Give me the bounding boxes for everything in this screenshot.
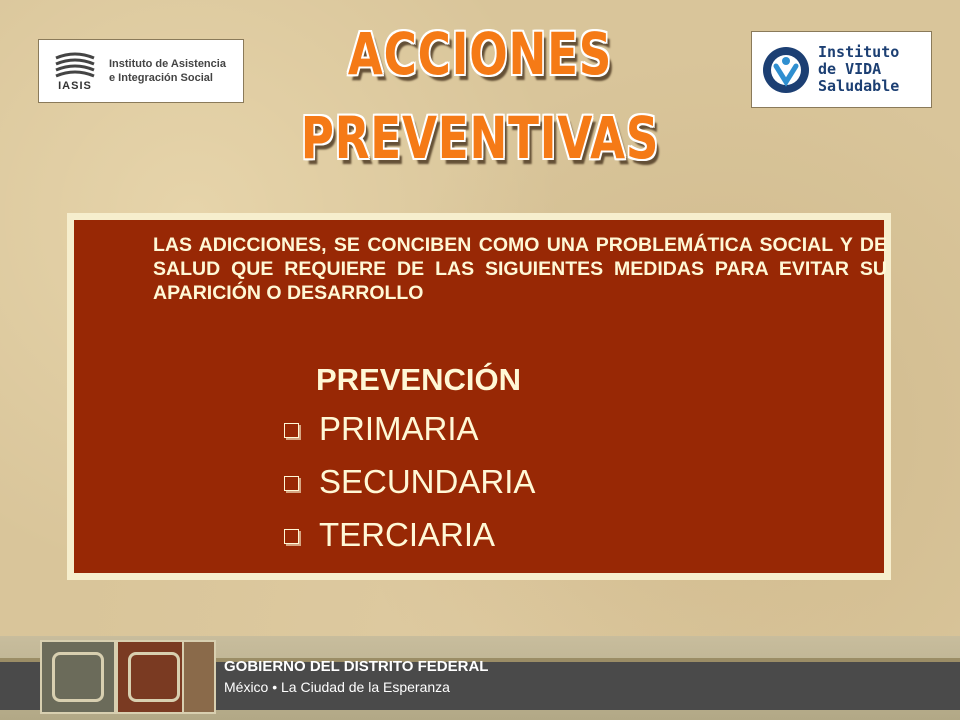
prevention-level-label: PRIMARIA <box>319 410 479 447</box>
iasis-name-line2: e Integración Social <box>109 72 213 84</box>
content-panel <box>74 220 887 573</box>
iasis-swirl-icon <box>52 50 98 80</box>
prevention-level-item <box>284 410 479 448</box>
content-frame <box>67 213 891 580</box>
prevention-level-label: TERCIARIA <box>319 516 496 553</box>
iasis-emblem <box>47 50 103 92</box>
vida-name-line3: Saludable <box>818 77 900 95</box>
prevention-level-item <box>284 516 495 554</box>
eagle-emblem-icon <box>116 640 192 714</box>
vida-name-line2: de VIDA <box>818 60 882 78</box>
government-subtitle: México • La Ciudad de la Esperanza <box>224 679 450 695</box>
prevention-level-item <box>284 463 535 501</box>
checkbox-bullet-icon <box>284 476 299 491</box>
prevention-heading: PREVENCIÓN <box>316 362 521 397</box>
checkbox-bullet-icon <box>284 529 299 544</box>
intro-paragraph: LAS ADICCIONES, SE CONCIBEN COMO UNA PROBLEMÁTICA SOCIAL Y DE SALUD QUE REQUIERE DE LAS SIGUIENTES MEDIDAS PARA EVITAR SU APARICIÓN O DESARROLLO <box>153 234 887 304</box>
iasis-brand: IASIS <box>58 80 92 92</box>
iasis-name-line1: Instituto de Asistencia <box>109 58 226 70</box>
vida-name-line1: Instituto <box>818 43 900 61</box>
prevention-level-label: SECUNDARIA <box>319 463 536 500</box>
footer-banner <box>0 636 960 720</box>
mexico-city-crest-icon <box>40 640 116 714</box>
ornament-icon <box>182 640 216 714</box>
slide-title-line1: ACCIONES <box>347 20 613 88</box>
slide-title-line2: PREVENTIVAS <box>300 104 660 172</box>
government-title: GOBIERNO DEL DISTRITO FEDERAL <box>224 658 489 675</box>
checkbox-bullet-icon <box>284 423 299 438</box>
